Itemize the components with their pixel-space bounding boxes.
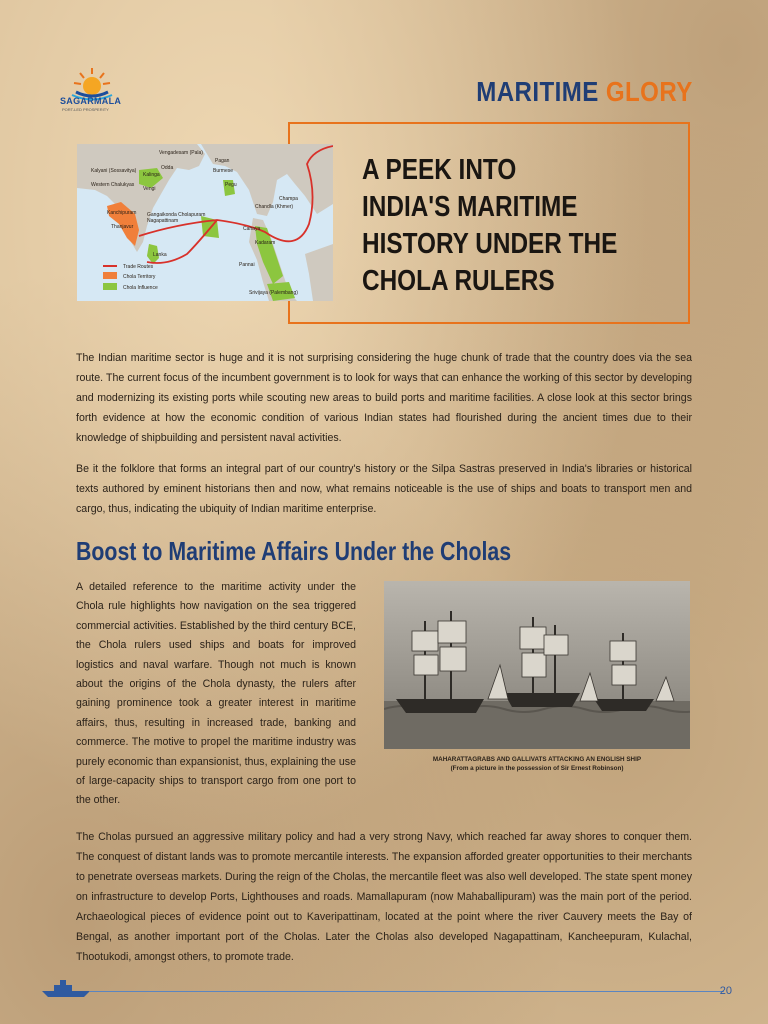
footer-rule (90, 991, 724, 992)
legend-trade-routes: Trade Routes (123, 264, 154, 270)
map-label: Pegu (225, 182, 237, 188)
legend-chola-territory: Chola Territory (123, 274, 156, 280)
legend-influence-swatch (103, 283, 117, 290)
column-paragraph: A detailed reference to the maritime activity under the Chola rule highlights how navigation on the sea triggered commercial activities. Established by the third century BCE, the Chola rulers used ships and boats for improved logistics and naval warfare. Though not much is known about the origins of the Chola dynasty, the rulers after gaining prominence took a greater interest in maritime affairs, thus, resulting in increased trade, banking and commerce. The motive to propel the maritime industry was purely economic than expansionist, thus, explaining the use of large-capacity ships to transport cargo from one port to the other. (76, 581, 356, 807)
article-headline: A PEEK INTO INDIA'S MARITIME HISTORY UNDER THE CHOLA RULERS (362, 154, 618, 297)
ship-hull (504, 693, 580, 707)
ship-sail (414, 655, 438, 675)
map-label: Odda (161, 165, 174, 171)
map-land-east (305, 244, 333, 301)
map-label: Western Chalukyas (91, 182, 135, 188)
map-label: Kanchipuram (107, 210, 137, 216)
section-title (476, 76, 693, 108)
figure-caption-source: (From a picture in the possession of Sir Ernest Robinson) (450, 765, 624, 772)
map-label: Kadaram (255, 240, 276, 246)
map-label: Kalinga (143, 172, 160, 178)
section-title-glory: GLORY (606, 76, 693, 107)
ship-sail (522, 653, 546, 677)
figure-caption: MAHARATTAGRABS AND GALLIVATS ATTACKING AN ENGLISH SHIP (432, 756, 642, 763)
ship-sail (610, 641, 636, 661)
map-label: Srivijaya (Palembang) (249, 290, 298, 296)
ship-hull (396, 699, 484, 713)
ship-hull (594, 699, 654, 711)
map-label: Champa (279, 196, 298, 202)
ship-sail (544, 635, 568, 655)
map-label: Burmese (213, 168, 234, 174)
map-label: Chandla (Khmer) (255, 204, 294, 210)
gallivat-sail (488, 665, 508, 699)
map-label: Pagan (215, 158, 230, 164)
map-graphic (77, 144, 333, 301)
chola-trade-map (77, 144, 333, 301)
map-label: Lanka (153, 252, 167, 258)
ships-illustration (384, 581, 690, 749)
map-label: Thanjavur (111, 224, 134, 230)
map-label: Nagapattinam (147, 218, 179, 224)
boat-icon (40, 977, 92, 999)
gallivat-sail (580, 673, 598, 701)
map-label: Vengi (143, 186, 156, 192)
ship-sail (440, 647, 466, 671)
gallivat-sail (656, 677, 674, 701)
map-label: Vengadesam (Pala) (159, 150, 203, 156)
map-label: Cahaya (243, 226, 261, 232)
legend-chola-influence: Chola Influence (123, 285, 158, 291)
ship-sail (520, 627, 546, 649)
legend-territory-swatch (103, 272, 117, 279)
ship-sail (612, 665, 636, 685)
subheading: Boost to Maritime Affairs Under the Cholas (76, 536, 512, 566)
intro-paragraph-2: Be it the folklore that forms an integral part of our country's history or the Silpa Sastras preserved in India's libraries or historical texts authored by eminent historians then and now, what remains noticeable is the use of ships and boats to transport men and cargo, thus, indicating the ubiquity of Indian maritime enterprise. (76, 463, 692, 515)
sun-icon (74, 68, 110, 95)
intro-paragraph-1: The Indian maritime sector is huge and it is not surprising considering the huge chunk of trade that the country does via the sea route. The current focus of the incumbent government is to look for ways that can enhance the working of this sector by developing and modernizing its existing ports while scouting new areas to build ports and maritime facilities. A close look at this sector brings forth evidence at how the economic condition of various Indian states had flourished during the ancient times due to their knowledge of shipbuilding and persistent naval activities. (76, 352, 692, 444)
map-label: Kalyani (Sossavitya) (91, 168, 137, 174)
ships-graphic (384, 581, 690, 749)
map-label: Pannai (239, 262, 255, 268)
ship-sail (438, 621, 466, 643)
closing-paragraph: The Cholas pursued an aggressive military policy and had a very strong Navy, which reached far away shores to conquer them. The conquest of distant lands was to promote mercantile interests. The expansion afforded greater opportunities to their merchants to penetrate overseas markets. During the reign of the Cholas, the mercantile fleet was also well developed. The state spent money on infrastructure to develop Ports, Lighthouses and roads. Mamallapuram (now Mahaballipuram) was the main port of the period. Archaeological pieces of evidence point out to Kaveripattinam, located at the point where the river Cauvery meets the Bay of Bengal, as another important port of the Cholas. Later the Cholas also developed Nagapattinam, Kancheepuram, Kulachal, Thootukodi, amongst others, to promote trade. (76, 831, 692, 963)
map-label: Gangaikonda Cholapuram (147, 212, 206, 218)
page-number: 20 (719, 985, 732, 997)
logo-tagline: PORT-LED PROSPERITY (62, 107, 109, 112)
ship-sail (412, 631, 438, 651)
logo-name: SAGARMALA (60, 96, 122, 106)
section-title-maritime: MARITIME (476, 76, 599, 107)
